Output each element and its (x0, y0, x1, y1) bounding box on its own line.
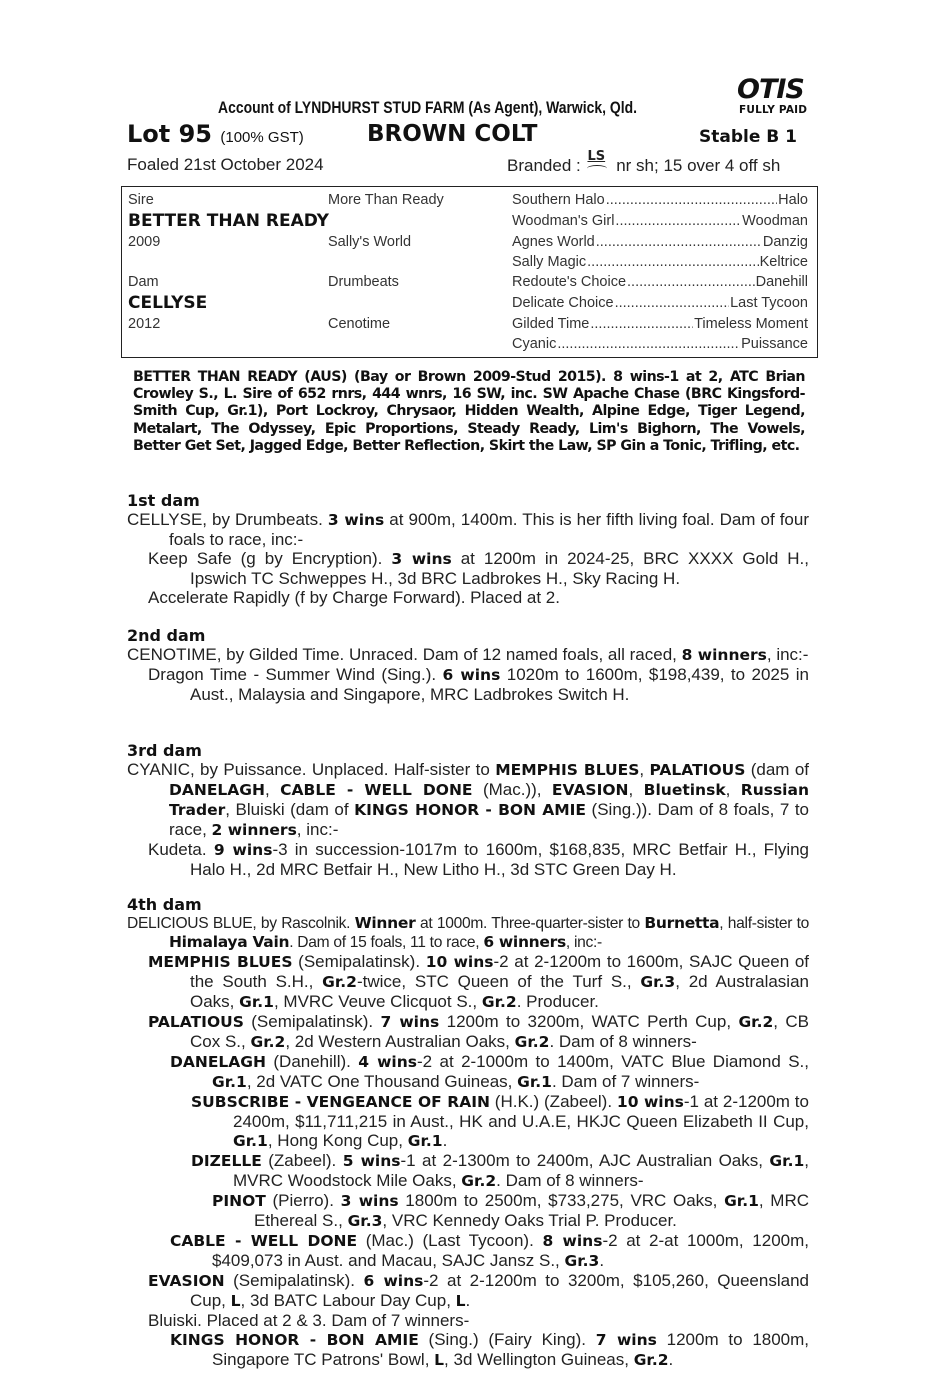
third-gen-row: Redoute's Choice ..... Danehill (512, 274, 808, 290)
third-gen-row: Agnes World ..... Danzig (512, 234, 808, 250)
colour-sex: BROWN COLT (367, 121, 538, 147)
dam-entries (127, 645, 809, 704)
first-dam-section (127, 491, 809, 607)
second-dam-section (127, 626, 809, 704)
dam-entries (127, 510, 809, 607)
fourth-dam-section (127, 895, 809, 1370)
foaled-date: Foaled 21st October 2024 (127, 155, 324, 174)
section-heading: 1st dam (127, 491, 200, 510)
sire-summary: BETTER THAN READY (AUS) (Bay or Brown 2009-Stud 2015). 8 wins-1 at 2, ATC Brian Crowley S., L. Sire of 652 rnrs, 444 wnrs, 16 SW, inc. SW Apache Chase (BRC Kingsford-Smith Cup, Gr.1), Port Lockroy, Chrysaor, Hidden Wealth, Alpine Edge, Tiger Legend, Metalart, The Odyssey, Epic Proportions, Steady Ready, Lim's Bighorn, The Vowels, Better Get Set, Jagged Edge, Better Reflection, Skirt the Law, SP Gin a Tonic, Trifling, etc. (133, 369, 805, 454)
lot-label: Lot 95 (127, 120, 213, 148)
dam-entries (127, 760, 809, 879)
pedigree-entry: KINGS HONOR - BON AMIE (Sing.) (Fairy King). 7 wins 1200m to 1800m, Singapore TC Patrons' Bowl, L, 3d Wellington Guineas, Gr.2. (170, 1330, 810, 1369)
sire-dam: Sally's World (328, 234, 412, 250)
pedigree-entry: PINOT (Pierro). 3 wins 1800m to 2500m, $733,275, VRC Oaks, Gr.1, MRC Ethereal S., Gr.3, VRC Kennedy Oaks Trial P. Producer. (212, 1191, 810, 1230)
third-gen-row: Woodman's Girl ..... Woodman (512, 213, 808, 229)
third-gen-row: Southern Halo ..... Halo (512, 192, 808, 208)
section-heading: 4th dam (127, 895, 202, 914)
fully-paid-tag: FULLY PAID (739, 104, 808, 116)
pedigree-entry: Dragon Time - Summer Wind (Sing.). 6 wins 1020m to 1600m, $198,439, to 2025 in Aust., Malaysia and Singapore, MRC Ladbrokes Switch H. (148, 665, 809, 704)
branded-suffix: nr sh; 15 over 4 off sh (616, 156, 781, 175)
brand-description (507, 149, 781, 176)
third-gen-row: Delicate Choice ..... Last Tycoon (512, 295, 808, 311)
section-heading: 2nd dam (127, 626, 206, 645)
dam-name: CELLYSE (128, 293, 208, 313)
pedigree-entry: Bluiski. Placed at 2 & 3. Dam of 7 winners- (148, 1311, 470, 1330)
section-heading: 3rd dam (127, 741, 202, 760)
dam-sire: Drumbeats (328, 274, 399, 290)
sire-name: BETTER THAN READY (128, 211, 329, 231)
third-gen-row: Cyanic ..... Puissance (512, 336, 808, 352)
third-gen-row: Gilded Time ..... Timeless Moment (512, 316, 808, 332)
lot-number (127, 120, 304, 148)
gst-note: (100% GST) (220, 129, 304, 146)
brand-mark-icon: LS (585, 155, 611, 173)
pedigree-entry: MEMPHIS BLUES (Semipalatinsk). 10 wins-2 at 2-1200m to 1600m, SAJC Queen of the South S.H., Gr.2-twice, STC Queen of the Turf S., Gr.3, 2d Australasian Oaks, Gr.1, MVRC Veuve Clicquot S., Gr.2. Producer. (148, 952, 810, 1011)
sire-sire: More Than Ready (328, 192, 444, 208)
pedigree-entry: EVASION (Semipalatinsk). 6 wins-2 at 2-1200m to 3200m, $105,260, Queensland Cup, L, 3d BATC Labour Day Cup, L. (148, 1271, 809, 1310)
sire-label: Sire (128, 192, 154, 208)
pedigree-entry: DIZELLE (Zabeel). 5 wins-1 at 2-1300m to 2400m, AJC Australian Oaks, Gr.1, MVRC Woodstock Mile Oaks, Gr.2. Dam of 8 winners- (191, 1151, 809, 1190)
pedigree-entry: CENOTIME, by Gilded Time. Unraced. Dam of 12 named foals, all raced, 8 winners, inc:- (127, 645, 809, 664)
dam-dam: Cenotime (328, 316, 391, 332)
sire-year: 2009 (128, 234, 161, 250)
pedigree-entry: SUBSCRIBE - VENGEANCE OF RAIN (H.K.) (Zabeel). 10 wins-1 at 2-1200m to 2400m, $11,711,215 in Aust., HK and U.A.E, HKJC Queen Elizabeth II Cup, Gr.1, Hong Kong Cup, Gr.1. (191, 1092, 809, 1150)
pedigree-entry: Accelerate Rapidly (f by Charge Forward). Placed at 2. (148, 588, 560, 607)
pedigree-entry: Keep Safe (g by Encryption). 3 wins at 1200m in 2024-25, BRC XXXX Gold H., Ipswich TC Schweppes H., 3d BRC Ladbrokes H., Sky Racing H. (148, 549, 810, 588)
otis-fully-paid-logo (737, 74, 819, 120)
dam-year: 2012 (128, 316, 161, 332)
branded-prefix: Branded : (507, 156, 581, 175)
dam-entries (127, 914, 809, 1370)
third-dam-section (127, 741, 809, 879)
otis-logo-icon: OTIS (737, 74, 804, 105)
pedigree-entry: DELICIOUS BLUE, by Rascolnik. Winner at 1000m. Three-quarter-sister to Burnetta, half-sister to Himalaya Vain. Dam of 15 foals, 11 to race, 6 winners, inc:- (127, 914, 809, 951)
pedigree-entry: PALATIOUS (Semipalatinsk). 7 wins 1200m to 3200m, WATC Perth Cup, Gr.2, CB Cox S., Gr.2, 2d Western Australian Oaks, Gr.2. Dam of 8 winners- (148, 1012, 810, 1051)
dam-label: Dam (128, 274, 159, 290)
pedigree-entry: CABLE - WELL DONE (Mac.) (Last Tycoon). 8 wins-2 at 2-at 1000m, 1200m, $409,073 in Aust. and Macau, SAJC Jansz S., Gr.3. (170, 1231, 809, 1270)
pedigree-table (121, 186, 818, 358)
third-gen-row: Sally Magic ..... Keltrice (512, 254, 808, 270)
stable-location: Stable B 1 (699, 127, 797, 147)
pedigree-entry: CYANIC, by Puissance. Unplaced. Half-sister to MEMPHIS BLUES, PALATIOUS (dam of DANELAGH, CABLE - WELL DONE (Mac.)), EVASION, Bluetinsk, Russian Trader, Bluiski (dam of KINGS HONOR - BON AMIE (Sing.)). Dam of 8 foals, 7 to race, 2 winners, inc:- (127, 760, 810, 839)
vendor-account: Account of LYNDHURST STUD FARM (As Agent), Warwick, Qld. (218, 98, 637, 117)
pedigree-entry: DANELAGH (Danehill). 4 wins-2 at 2-1000m to 1400m, VATC Blue Diamond S., Gr.1, 2d VATC One Thousand Guineas, Gr.1. Dam of 7 winners- (170, 1052, 810, 1091)
pedigree-entry: Kudeta. 9 wins-3 in succession-1017m to 1600m, $168,835, MRC Betfair H., Flying Halo H., 2d MRC Betfair H., New Litho H., 3d STC Green Day H. (148, 840, 810, 879)
pedigree-entry: CELLYSE, by Drumbeats. 3 wins at 900m, 1400m. This is her fifth living foal. Dam of four foals to race, inc:- (127, 510, 809, 549)
